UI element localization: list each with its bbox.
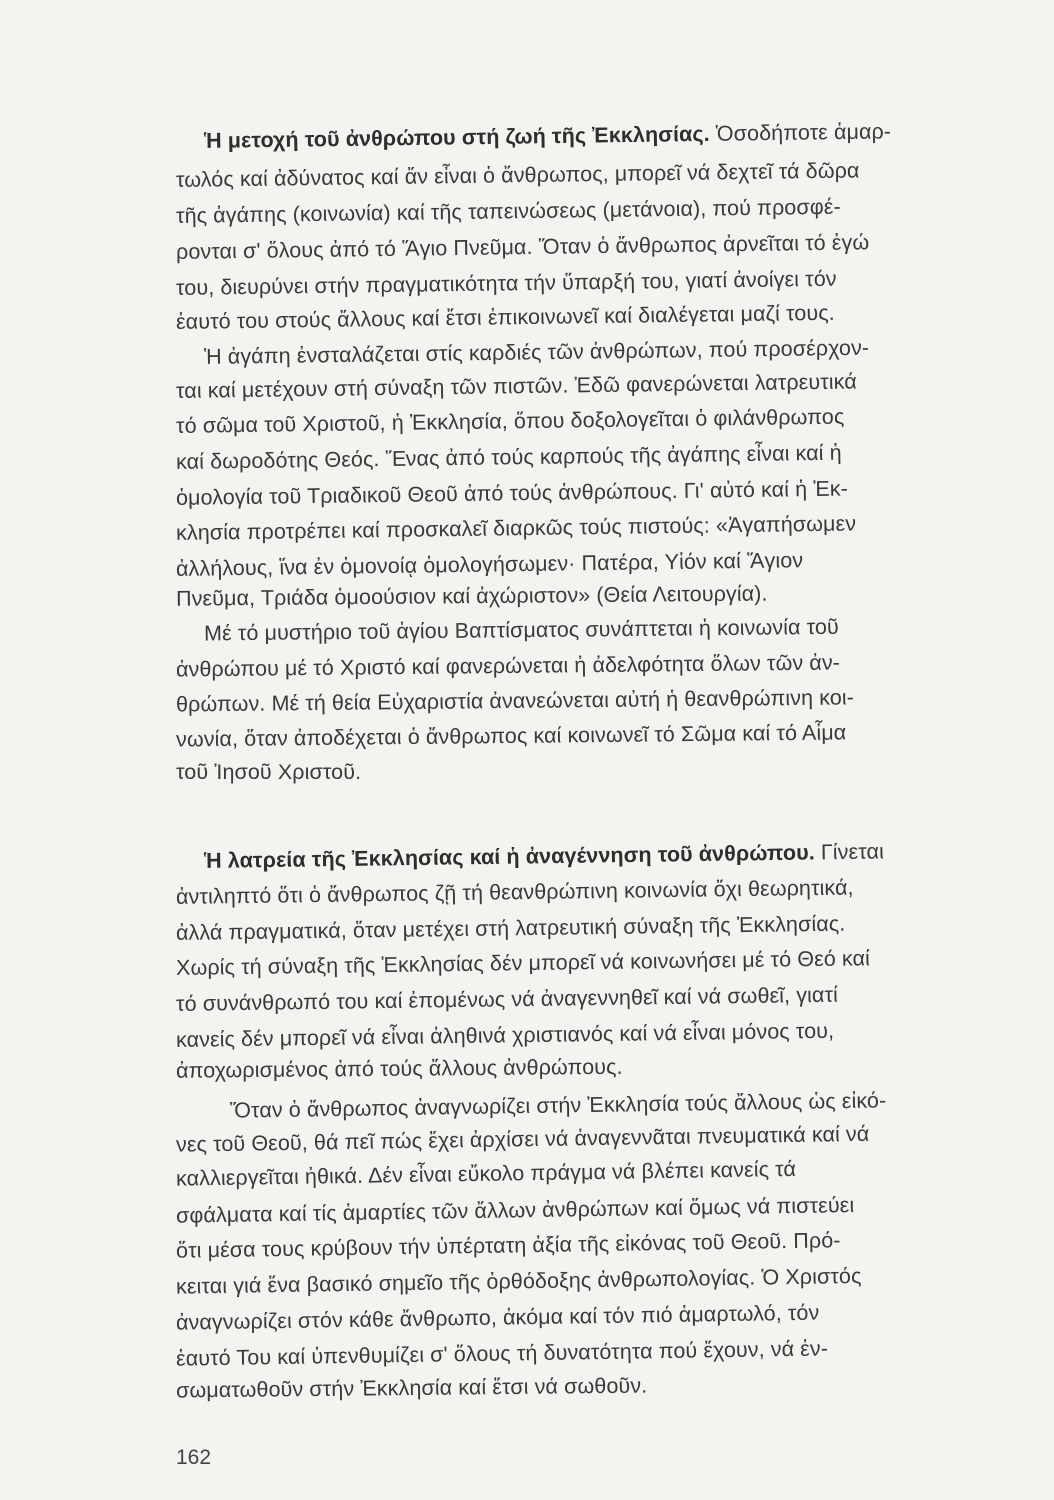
text-line: κειται γιά ἕνα βασικό σημεῖο τῆς ὀρθόδοξης ἀνθρωπολογίας. Ὁ Χριστός — [175, 1263, 862, 1299]
text-line: ὅτι μέσα τους κρύβουν τήν ὑπέρτατη ἀξία τῆς εἰκόνας τοῦ Θεοῦ. Πρό- — [175, 1228, 841, 1263]
text-line: Μέ τό μυστήριο τοῦ ἁγίου Βαπτίσματος συνάπτεται ἡ κοινωνία τοῦ — [203, 614, 839, 646]
text-line: νες τοῦ Θεοῦ, θά πεῖ πώς ἔχει ἀρχίσει νά ἀναγεννᾶται πνευματικά καί νά — [175, 1121, 870, 1157]
text-line: σφάλματα καί τίς ἁμαρτίες τῶν ἄλλων ἀνθρώπων καί ὅμως νά πιστεύει — [175, 1193, 855, 1228]
text-line: ρονται σ' ὅλους ἀπό τό Ἅγιο Πνεῦμα. Ὅταν ὁ ἄνθρωπος ἀρνεῖται τό ἐγώ — [175, 230, 870, 264]
text-line: καλλιεργεῖται ἠθικά. Δέν εἶναι εὔκολο πράγμα νά βλέπει κανείς τά — [175, 1156, 797, 1191]
text-line: σωματωθοῦν στήν Ἐκκλησία καί ἔτσι νά σωθοῦν. — [175, 1373, 648, 1403]
text-line: ἑαυτό Του καί ὑπενθυμίζει σ' ὅλους τή δυνατότητα πού ἔχουν, νά ἐν- — [175, 1336, 829, 1371]
text-line: ἀνθρώπου μέ τό Χριστό καί φανερώνεται ἡ ἀδελφότητα ὅλων τῶν ἀν- — [175, 650, 841, 682]
text-line: τό συνάνθρωπό του καί ἐπομένως νά ἀναγεννηθεῖ καί νά σωθεῖ, γιατί — [175, 982, 839, 1016]
text-line: τωλός καί ἀδύνατος καί ἄν εἶναι ὁ ἄνθρωπος, μπορεῖ νά δεχτεῖ τά δῶρα — [175, 158, 860, 192]
text-line: καί δωροδότης Θεός. Ἕνας ἀπό τούς καρπούς τῆς ἀγάπης εἶναι καί ἡ — [175, 440, 842, 474]
text-line: τό σῶμα τοῦ Χριστοῦ, ἡ Ἐκκλησία, ὅπου δοξολογεῖται ὁ φιλάνθρωπος — [175, 404, 845, 438]
page-number: 162 — [176, 1446, 212, 1469]
text-line: νωνία, ὅταν ἀποδέχεται ὁ ἄνθρωπος καί κοινωνεῖ τό Σῶμα καί τό Αἷμα — [175, 720, 847, 752]
text-line: του, διευρύνει στήν πραγματικότητα τήν ὕπαρξή του, γιατί ἀνοίγει τόν — [175, 266, 837, 300]
text-line: Χωρίς τή σύναξη τῆς Ἐκκλησίας δέν μπορεῖ νά κοινωνήσει μέ τό Θεό καί — [175, 946, 871, 980]
section-heading: Ἡ λατρεία τῆς Ἐκκλησίας καί ἡ ἀναγέννηση τοῦ ἀνθρώπου. — [203, 840, 815, 873]
text-span: Γίνεται — [814, 839, 885, 865]
text-line: κανείς δέν μπορεῖ νά εἶναι ἀληθινά χριστιανός καί νά εἶναι μόνος του, — [175, 1018, 835, 1052]
text-line: ἀναγνωρίζει στόν κάθε ἄνθρωπο, ἀκόμα καί τόν πιό ἁμαρτωλό, τόν — [175, 1300, 820, 1335]
text-line — [204, 119, 1054, 152]
text-line: τοῦ Ἰησοῦ Χριστοῦ. — [176, 760, 362, 784]
text-line: ἀλλά πραγματικά, ὅταν μετέχει στή λατρευτική σύναξη τῆς Ἐκκλησίας. — [175, 911, 846, 945]
text-line: τῆς ἀγάπης (κοινωνία) καί τῆς ταπεινώσεως (μετάνοια), πού προσφέ- — [175, 194, 841, 228]
section-heading: Ἡ μετοχή τοῦ ἀνθρώπου στή ζωή τῆς Ἐκκλησίας. — [203, 121, 710, 153]
text-line: κλησία προτρέπει καί προσκαλεῖ διαρκῶς τούς πιστούς: «Ἀγαπήσωμεν — [175, 511, 857, 545]
text-span: Ὁσοδήποτε ἁμαρ- — [709, 119, 892, 146]
text-line: ἀντιληπτό ὅτι ὁ ἄνθρωπος ζῇ τή θεανθρώπινη κοινωνία ὄχι θεωρητικά, — [175, 875, 854, 909]
text-line: ἀποχωρισμένος ἀπό τούς ἄλλους ἀνθρώπους. — [175, 1054, 623, 1083]
text-line: Ἡ ἀγάπη ἐνσταλάζεται στίς καρδιές τῶν ἀνθρώπων, πού προσέρχον- — [203, 335, 870, 369]
text-line: ἑαυτό του στούς ἄλλους καί ἔτσι ἐπικοινωνεῖ καί διαλέγεται μαζί τους. — [175, 300, 835, 334]
text-line: ὁμολογία τοῦ Τριαδικοῦ Θεοῦ ἀπό τούς ἀνθρώπους. Γι' αὐτό καί ἡ Ἐκ- — [175, 476, 849, 510]
text-line — [204, 839, 1054, 872]
text-line: ἀλλήλους, ἵνα ἐν ὁμονοίᾳ ὁμολογήσωμεν· Πατέρα, Υἱόν καί Ἅγιον — [175, 548, 804, 581]
text-line: Πνεῦμα, Τριάδα ὁμοούσιον καί ἀχώριστον» (Θεία Λειτουργία). — [175, 581, 768, 611]
text-line: ται καί μετέχουν στή σύναξη τῶν πιστῶν. Ἐδῶ φανερώνεται λατρευτικά — [175, 369, 857, 403]
text-line: θρώπων. Μέ τή θεία Εὐχαριστία ἀνανεώνεται αὐτή ἡ θεανθρώπινη κοι- — [175, 685, 855, 717]
text-line: Ὅταν ὁ ἄνθρωπος ἀναγνωρίζει στήν Ἐκκλησία τούς ἄλλους ὡς εἰκό- — [229, 1088, 887, 1123]
